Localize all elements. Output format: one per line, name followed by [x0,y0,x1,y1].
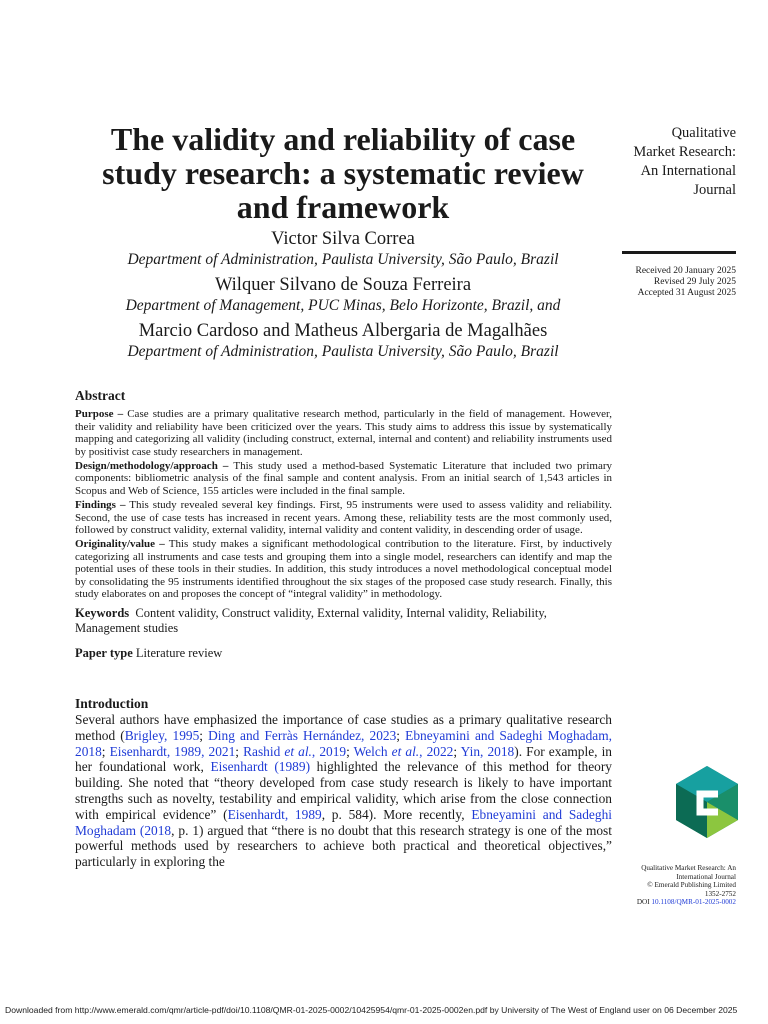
download-footer: Downloaded from http://www.emerald.com/qmr/article-pdf/doi/10.1108/QMR-01-2025-0002/10425954/qmr-01-2025-0002en.pdf by University of The West of England user on 06 December 2025 [5,1005,738,1015]
doi-label: DOI [636,898,650,907]
journal-name-line-3: An International [640,163,736,179]
citation-box [616,864,736,907]
intro-text: highlighted the relevance of this method for theory building. She noted that “theory developed from case study research is likely to have important strengths such as novelty, testability and empirical validity, which arise from the close connection with empirical evidence” ( [75,759,613,822]
journal-name-line-1: Qualitative [671,125,736,141]
purpose-label: Purpose – [75,408,124,420]
citation-author: Rashid [243,743,285,759]
citation-etal: et al. [391,743,420,759]
journal-name-line-2: Market Research: [633,144,736,160]
citation-link[interactable] [354,744,454,759]
intro-text: ; [101,743,110,759]
design-label: Design/methodology/approach – [75,459,229,472]
intro-text: , p. 1) argued that “there is no doubt that this research strategy is one of the most powerful methods used by researchers to achieve both practical and theoretical objectives,” particularly in exploring the [75,822,612,870]
author-affiliation-1: Department of Administration, Paulista University, São Paulo, Brazil [127,251,559,268]
findings-text: This study revealed several key findings. First, 95 instruments were used to assess validity and reliability. Second, the use of case tests has increased in recent years. Among these, reliability tests are the most commonly used, followed by construct validity, external validity, internal validity and content validity, in descending order of usage. [75,498,612,537]
intro-text: ; [199,727,209,743]
author-name-3: Marcio Cardoso and Matheus Albergaria de Magalhães [138,321,548,341]
received-date: Received 20 January 2025 [635,266,736,276]
paper-type [75,646,612,661]
keywords-text: Content validity, Construct validity, External validity, Internal validity, Reliability, Management studies [75,606,547,636]
citation-journal: Qualitative Market Research: An International Journal [641,864,736,881]
intro-text: ; [396,727,406,743]
abstract-design [75,460,612,498]
citation-year: , 2019 [311,743,347,759]
paper-type-label: Paper type [75,646,133,661]
citation-link[interactable]: Eisenhardt, 1989, 2021 [109,743,236,759]
citation-link[interactable]: Brigley, 1995 [124,727,200,743]
abstract-findings [75,499,612,537]
originality-text: This study makes a significant methodological contribution to the literature. First, by inductively categorizing all instruments and case tests and grouping them into a single model, researchers can identify and map the potential uses of these tools in their studies. In addition, this study introduces a novel methodological conceptual model by consolidating the 95 instruments identified throughout the six stages of the proposed case study research. Finally, this study elaborates on and proposes the concept of “integral validity” in methodology. [75,538,612,601]
citation-etal: et al. [284,743,312,759]
author-affiliation-2: Department of Management, PUC Minas, Belo Horizonte, Brazil, and [125,297,561,314]
citation-year: , 2022 [419,743,454,759]
design-text: This study used a method-based Systematic Literature that included two primary components: bibliometric analysis of the final sample and content analysis. From an initial search of 1,543 articles in Scopus and Web of Science, 155 articles were included in the final sample. [75,459,612,497]
intro-text: , p. 584). More recently, [321,806,472,822]
citation-link[interactable]: Eisenhardt (1989) [210,759,311,775]
introduction-paragraph [75,712,612,870]
revised-date: Revised 29 July 2025 [653,277,736,287]
article-title: The validity and reliability of case study research: a systematic review and framework [102,121,584,225]
emerald-logo-icon [676,766,738,838]
intro-text: ; [346,743,354,759]
citation-link[interactable] [243,744,346,759]
intro-text: ; [453,743,461,759]
originality-label: Originality/value – [75,538,165,551]
citation-publisher: © Emerald Publishing Limited [647,881,736,890]
citation-link[interactable]: Ding and Ferràs Hernández, 2023 [208,727,397,743]
introduction-heading: Introduction [75,696,149,712]
abstract-originality [75,538,612,601]
purpose-text: Case studies are a primary qualitative research method, particularly in the field of management. However, their validity and reliability have been criticized over the years. This study aims to address this issue by systematically mapping and categorizing all validity (including construct, external, internal and content) and reliability instruments used by positivist case study researchers in management. [75,408,613,458]
intro-text: ; [235,743,244,759]
intro-text: ). For example, in her foundational work, [75,743,613,775]
paper-type-text: Literature review [135,646,223,661]
journal-name-line-4: Journal [693,182,736,198]
author-name-2: Wilquer Silvano de Souza Ferreira [214,275,472,295]
citation-doi [616,898,736,907]
author-name-1: Victor Silva Correa [271,229,415,249]
abstract-heading: Abstract [75,388,126,403]
author-block [100,228,586,366]
findings-label: Findings – [75,498,126,511]
journal-name [620,124,736,200]
doi-link[interactable]: 10.1108/QMR-01-2025-0002 [651,898,736,907]
keywords [75,606,612,636]
abstract-purpose [75,408,612,458]
citation-author: Welch [353,743,392,759]
citation-issn: 1352-2752 [704,889,736,898]
article-dates [622,266,736,299]
accepted-date: Accepted 31 August 2025 [637,288,736,298]
citation-link[interactable]: Ebneyamini and Sadeghi Moghadam (2018 [75,806,612,838]
citation-link[interactable]: Ebneyamini and Sadeghi Moghadam, 2018 [75,727,612,759]
citation-link[interactable]: Yin, 2018 [460,743,515,759]
journal-divider [622,251,736,254]
citation-link[interactable]: Eisenhardt, 1989 [227,806,322,822]
keywords-label: Keywords [75,606,130,621]
intro-text: Several authors have emphasized the importance of case studies as a primary qualitative research method ( [75,712,612,743]
author-affiliation-3: Department of Administration, Paulista University, São Paulo, Brazil [127,343,559,360]
article-body [75,387,612,870]
